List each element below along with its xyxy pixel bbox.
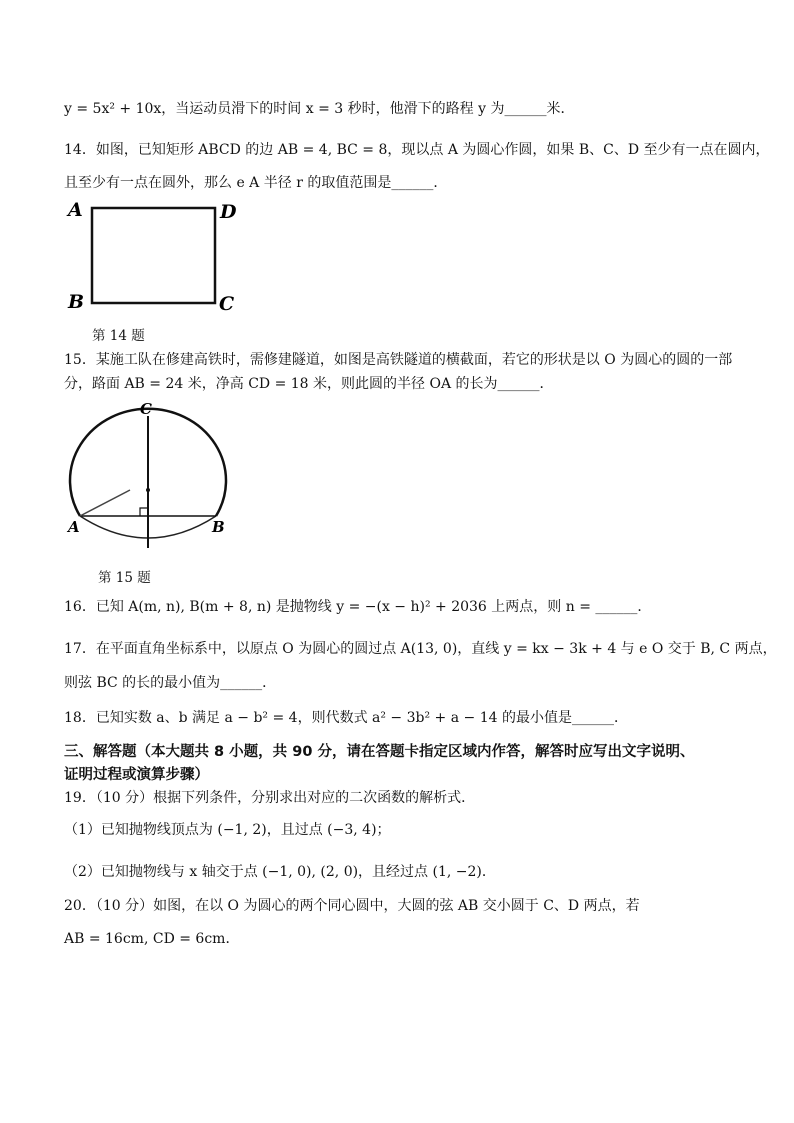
q14-text-cont: 且至少有一点在圆外，那么 e A 半径 r 的取值范围是______． — [64, 175, 448, 191]
figure-15-tunnel — [62, 400, 242, 558]
q20-text-cont: AB = 16cm, CD = 6cm． — [64, 931, 240, 947]
fig14-label-d: D — [220, 201, 237, 223]
fig15-label-b: B — [212, 518, 225, 536]
fig15-label-c: C — [140, 400, 152, 418]
q19-part1: （1）已知抛物线顶点为 (−1, 2)，且过点 (−3, 4)； — [64, 822, 391, 838]
q16-text: 16．已知 A(m, n), B(m + 8, n) 是抛物线 y = −(x − h)² + 2036 上两点，则 n = ______． — [64, 599, 652, 615]
q15-text-cont: 分，路面 AB = 24 米，净高 CD = 18 米，则此圆的半径 OA 的长为______． — [64, 376, 554, 392]
q13-tail-text: y = 5x² + 10x，当运动员滑下的时间 x = 3 秒时，他滑下的路程 y 为______米． — [64, 101, 575, 117]
fig14-label-c: C — [219, 293, 235, 315]
fig14-label-b: B — [68, 291, 85, 313]
figure-15-caption: 第 15 题 — [98, 570, 151, 586]
fig15-label-a: A — [68, 518, 80, 536]
q17-text: 17．在平面直角坐标系中，以原点 O 为圆心的圆过点 A(13, 0)，直线 y = kx − 3k + 4 与 e O 交于 B, C 两点， — [64, 641, 777, 657]
figure-14-rectangle — [62, 196, 262, 318]
q20-text: 20．（10 分）如图，在以 O 为圆心的两个同心圆中，大圆的弦 AB 交小圆于 C、D 两点，若 — [64, 898, 640, 914]
figure-14-caption: 第 14 题 — [92, 328, 145, 344]
q14-text: 14．如图，已知矩形 ABCD 的边 AB = 4, BC = 8，现以点 A 为圆心作圆，如果 B、C、D 至少有一点在圆内， — [64, 142, 770, 158]
section-3-heading-cont: 证明过程或演算步骤） — [64, 767, 209, 783]
section-3-heading: 三、解答题（本大题共 8 小题，共 90 分，请在答题卡指定区域内作答，解答时应写出文字说明、 — [64, 744, 695, 760]
q19-part2: （2）已知抛物线与 x 轴交于点 (−1, 0), (2, 0)，且经过点 (1, −2)． — [64, 864, 496, 880]
fig14-label-a: A — [68, 199, 83, 221]
q17-text-cont: 则弦 BC 的长的最小值为______． — [64, 675, 277, 691]
q15-text: 15．某施工队在修建高铁时，需修建隧道，如图是高铁隧道的横截面，若它的形状是以 O 为圆心的圆的一部 — [64, 352, 733, 368]
q19-text: 19．（10 分）根据下列条件，分别求出对应的二次函数的解析式． — [64, 790, 476, 806]
q18-text: 18．已知实数 a、b 满足 a − b² = 4，则代数式 a² − 3b² + a − 14 的最小值是______． — [64, 710, 628, 726]
